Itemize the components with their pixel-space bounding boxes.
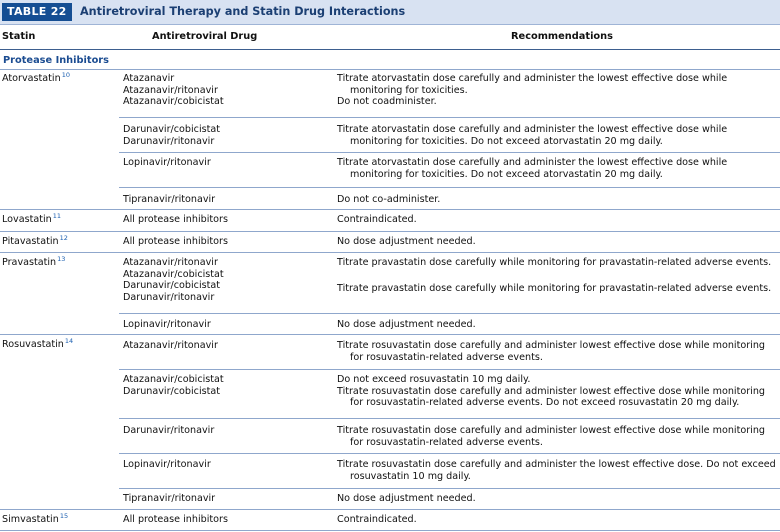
table-number-tag: TABLE 22 <box>2 3 72 21</box>
table-title: Antiretroviral Therapy and Statin Drug Interactions <box>80 5 406 18</box>
drug-name: Atazanavir/ritonavir <box>123 257 218 268</box>
row-divider <box>119 453 780 454</box>
row-divider <box>119 488 780 489</box>
recommendation-cell <box>337 459 779 482</box>
row-divider <box>119 152 780 153</box>
recommendation-cell <box>337 257 779 269</box>
reference-marker: 15 <box>59 512 69 520</box>
drug-name: Darunavir/ritonavir <box>123 425 215 436</box>
recommendation-text: Contraindicated. <box>337 514 417 525</box>
header-divider <box>0 49 780 50</box>
row-divider <box>119 187 780 188</box>
column-header-recommendations: Recommendations <box>511 31 613 42</box>
recommendation-text: Titrate rosuvastatin dose carefully and administer lowest effective dose while monitoring for rosuvastatin-related adverse events. <box>337 425 765 448</box>
row-divider <box>119 418 780 419</box>
statin-name: Simvastatin$^{15}$ <box>2 512 69 525</box>
drug-group <box>123 73 224 108</box>
recommendation-text: Titrate rosuvastatin dose carefully and administer lowest effective dose while monitoring for rosuvastatin-related adverse events. Do not exceed rosuvastatin 20 mg daily. <box>337 385 765 408</box>
column-header-statin: Statin <box>2 31 36 42</box>
recommendation-text: Titrate pravastatin dose carefully while monitoring for pravastatin-related adverse events. <box>337 257 772 268</box>
reference-marker: 14 <box>64 337 74 345</box>
drug-group <box>123 514 228 526</box>
drug-name: All protease inhibitors <box>123 514 228 525</box>
recommendation-text: Titrate rosuvastatin dose carefully and administer lowest effective dose while monitoring for rosuvastatin-related adverse events. <box>337 340 765 363</box>
recommendation-cell <box>337 73 779 108</box>
recommendation-cell <box>337 214 779 226</box>
drug-group <box>123 194 215 206</box>
row-divider <box>0 509 780 510</box>
recommendation-cell <box>337 236 779 248</box>
recommendation-cell <box>337 194 779 206</box>
recommendation-cell <box>337 319 779 331</box>
drug-group <box>123 157 211 169</box>
recommendation-cell <box>337 283 779 295</box>
drug-group <box>123 425 214 437</box>
recommendation-text: Titrate atorvastatin dose carefully and administer the lowest effective dose while monitoring for toxicities. Do not exceed atorvastatin 20 mg daily. <box>337 124 728 147</box>
recommendation-cell <box>337 124 779 147</box>
row-divider <box>0 530 780 531</box>
drug-group <box>123 493 215 505</box>
reference-marker: 12 <box>59 234 68 242</box>
statin-name: Atorvastatin$^{10}$ <box>2 71 70 84</box>
drug-name: Lopinavir/ritonavir <box>123 157 211 168</box>
reference-marker: 11 <box>52 212 62 220</box>
drug-name: All protease inhibitors <box>123 236 228 247</box>
recommendation-cell <box>337 425 779 448</box>
drug-name: Darunavir/cobicistat <box>123 124 221 135</box>
table-title-bar <box>0 0 780 25</box>
recommendation-text: Do not coadminister. <box>337 96 437 107</box>
column-header-drug: Antiretroviral Drug <box>152 31 258 42</box>
drug-name: Lopinavir/ritonavir <box>123 319 211 330</box>
drug-group <box>123 214 228 226</box>
drug-name: Darunavir/ritonavir <box>123 291 215 303</box>
drug-name: All protease inhibitors <box>123 214 228 225</box>
recommendation-cell <box>337 374 779 409</box>
statin-name: Rosuvastatin$^{14}$ <box>2 337 74 350</box>
reference-marker: 10 <box>61 71 70 79</box>
recommendation-text: No dose adjustment needed. <box>337 236 476 247</box>
drug-group <box>123 319 211 331</box>
recommendation-text: Titrate atorvastatin dose carefully and administer the lowest effective dose while monitoring for toxicities. <box>337 73 728 96</box>
drug-group <box>123 257 224 303</box>
drug-name: Atazanavir/ritonavir <box>123 340 218 351</box>
drug-name: Darunavir/cobicistat <box>123 280 221 291</box>
reference-marker: 13 <box>57 255 66 263</box>
row-divider <box>0 252 780 253</box>
drug-name: Atazanavir/cobicistat <box>123 96 224 107</box>
drug-name: Darunavir/ritonavir <box>123 135 215 147</box>
recommendation-text: No dose adjustment needed. <box>337 319 476 330</box>
recommendation-text: Do not co-administer. <box>337 194 441 205</box>
statin-name: Pravastatin$^{13}$ <box>2 255 66 268</box>
row-divider <box>119 117 780 118</box>
statin-name: Lovastatin$^{11}$ <box>2 212 62 225</box>
row-divider <box>0 231 780 232</box>
drug-name: Atazanavir/ritonavir <box>123 84 218 96</box>
row-divider <box>119 369 780 370</box>
statin-name: Pitavastatin$^{12}$ <box>2 234 68 247</box>
drug-name: Atazanavir <box>123 73 175 84</box>
drug-group <box>123 236 228 248</box>
drug-name: Tipranavir/ritonavir <box>123 194 216 205</box>
section-divider <box>0 69 780 70</box>
drug-name: Darunavir/cobicistat <box>123 385 221 397</box>
recommendation-cell <box>337 493 779 505</box>
recommendation-text: Titrate rosuvastatin dose carefully and administer the lowest effective dose. Do not exceed rosuvastatin 10 mg daily. <box>337 459 776 482</box>
recommendation-text: Titrate atorvastatin dose carefully and administer the lowest effective dose while monitoring for toxicities. Do not exceed atorvastatin 20 mg daily. <box>337 157 728 180</box>
drug-group <box>123 459 211 471</box>
drug-name: Atazanavir/cobicistat <box>123 268 224 280</box>
row-divider <box>119 313 780 314</box>
recommendation-cell <box>337 340 779 363</box>
recommendation-text: No dose adjustment needed. <box>337 493 476 504</box>
drug-name: Lopinavir/ritonavir <box>123 459 211 470</box>
recommendation-cell <box>337 514 779 526</box>
drug-name: Tipranavir/ritonavir <box>123 493 216 504</box>
drug-group <box>123 340 218 352</box>
drug-group <box>123 124 220 147</box>
row-divider <box>0 334 780 335</box>
recommendation-text: Contraindicated. <box>337 214 417 225</box>
drug-group <box>123 374 224 397</box>
recommendation-cell <box>337 157 779 180</box>
row-divider <box>0 209 780 210</box>
recommendation-text: Do not exceed rosuvastatin 10 mg daily. <box>337 374 531 385</box>
recommendation-text: Titrate pravastatin dose carefully while monitoring for pravastatin-related adverse events. <box>337 283 772 294</box>
section-heading: Protease Inhibitors <box>3 55 109 66</box>
drug-name: Atazanavir/cobicistat <box>123 374 224 385</box>
